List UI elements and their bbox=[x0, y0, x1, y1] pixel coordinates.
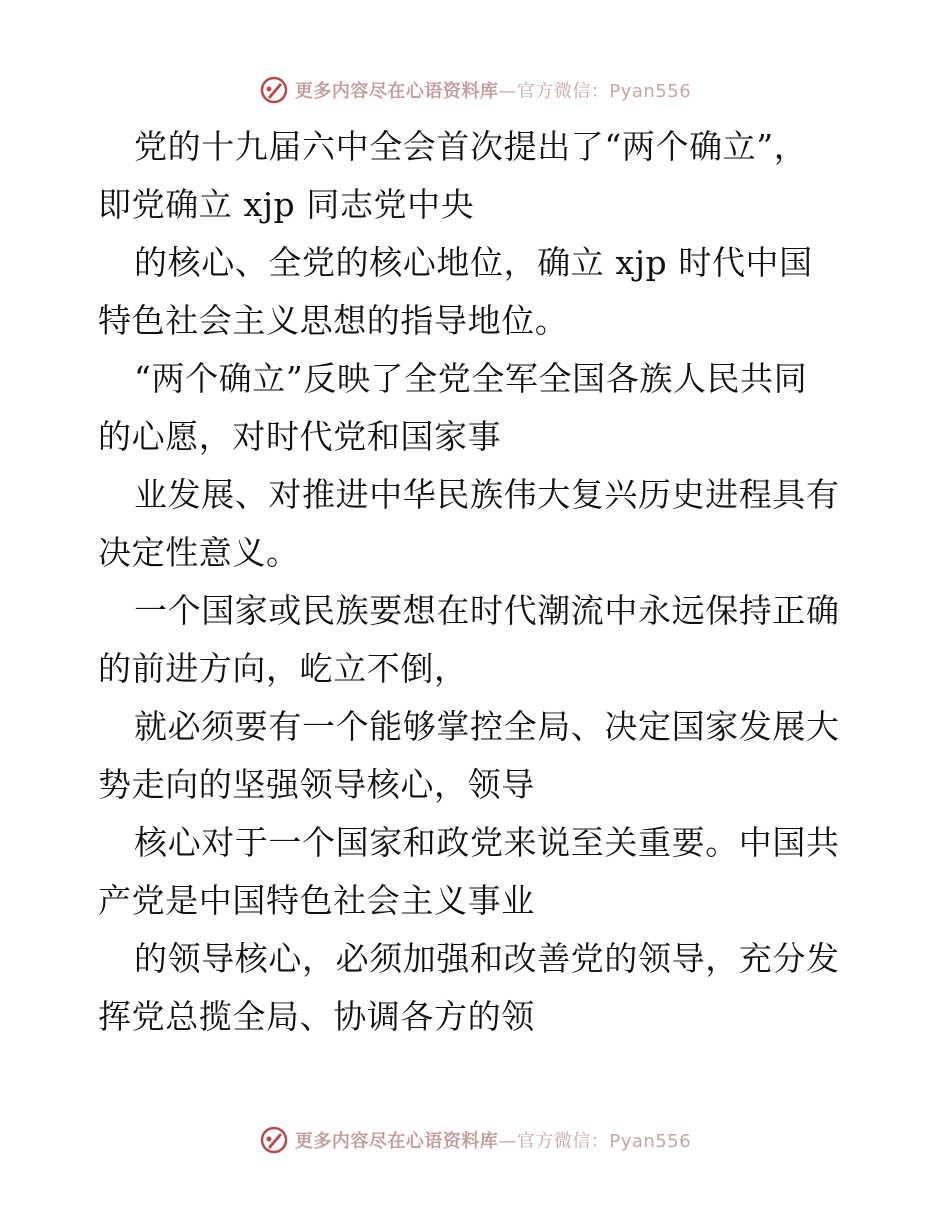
body-line: 的心愿，对时代党和国家事 bbox=[98, 417, 502, 456]
footer-banner-separator: — bbox=[498, 1131, 517, 1152]
quill-logo-icon bbox=[259, 1125, 289, 1155]
footer-banner-text bbox=[295, 1127, 691, 1153]
body-line: 即党确立 xjp 同志党中央 bbox=[98, 185, 475, 224]
body-line: 核心对于一个国家和政党来说至关重要。中国共 bbox=[134, 823, 840, 862]
body-line: 的核心、全党的核心地位，确立 xjp 时代中国 bbox=[134, 243, 813, 282]
body-line: 业发展、对推进中华民族伟大复兴历史进程具有 bbox=[134, 475, 840, 514]
footer-banner-contact: 官方微信：Pyan556 bbox=[516, 1131, 692, 1152]
body-line: 产党是中国特色社会主义事业 bbox=[98, 881, 535, 920]
body-line: 就必须要有一个能够掌控全局、决定国家发展大 bbox=[134, 707, 840, 746]
header-banner-contact: 官方微信：Pyan556 bbox=[516, 81, 692, 102]
header-banner-separator: — bbox=[498, 81, 517, 102]
header-banner-text bbox=[295, 77, 691, 103]
body-line: 的前进方向，屹立不倒， bbox=[98, 649, 468, 688]
document-body bbox=[98, 118, 858, 1046]
body-line: 决定性意义。 bbox=[98, 533, 300, 572]
header-watermark-banner bbox=[0, 70, 950, 110]
body-line: “两个确立”反映了全党全军全国各族人民共同 bbox=[134, 359, 808, 398]
body-line: 一个国家或民族要想在时代潮流中永远保持正确 bbox=[134, 591, 840, 630]
body-line: 挥党总揽全局、协调各方的领 bbox=[98, 997, 535, 1036]
body-line: 的领导核心，必须加强和改善党的领导，充分发 bbox=[134, 939, 840, 978]
body-line: 特色社会主义思想的指导地位。 bbox=[98, 301, 569, 340]
body-line: 党的十九届六中全会首次提出了“两个确立”， bbox=[134, 127, 808, 166]
footer-banner-brand: 更多内容尽在心语资料库 bbox=[294, 1131, 499, 1152]
body-line: 势走向的坚强领导核心，领导 bbox=[98, 765, 535, 804]
header-banner-brand: 更多内容尽在心语资料库 bbox=[294, 81, 499, 102]
footer-watermark-banner bbox=[0, 1120, 950, 1160]
quill-logo-icon bbox=[259, 75, 289, 105]
